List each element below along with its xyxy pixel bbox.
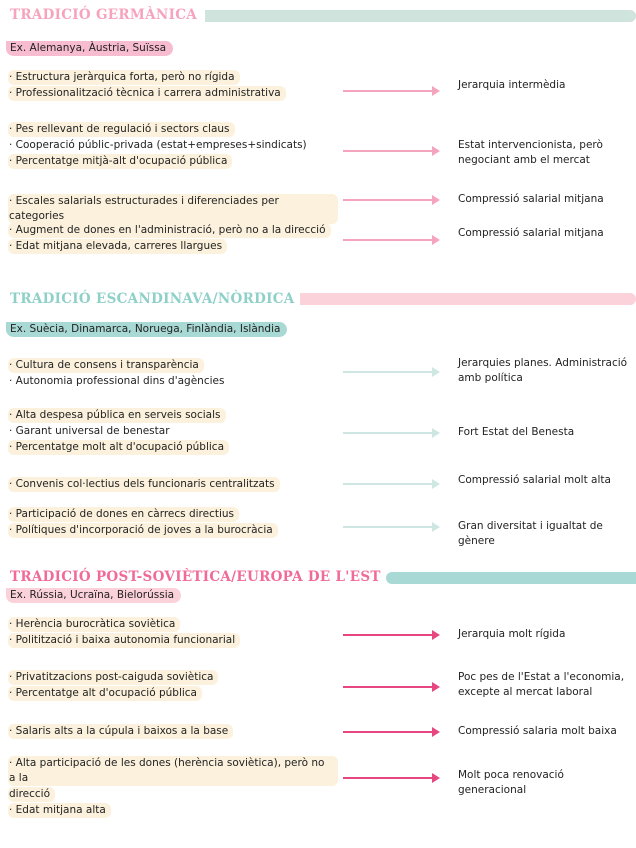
row-postsovietica-4: [8, 756, 338, 819]
example-countries-postsovietica: Ex. Rússia, Ucraïna, Bielorússia: [6, 588, 181, 603]
list-item: · Convenis col·lectius dels funcionaris centralitzats: [8, 477, 280, 492]
result-germanica-2: Estat intervencionista, però negociant amb el mercat: [458, 139, 603, 166]
result-germanica-4: Compressió salarial mitjana: [458, 227, 604, 239]
list-item: · Cooperació públic-privada (estat+empreses+sindicats): [9, 139, 307, 151]
list-item: · Privatitzacions post-caiguda soviètica: [8, 670, 218, 685]
list-item: · Polítiques d'incorporació de joves a la burocràcia: [8, 523, 278, 538]
result-escandinava-3: Compressió salarial molt alta: [458, 474, 611, 486]
list-item: · Percentatge mitjà-alt d'ocupació pública: [8, 154, 232, 169]
row-escandinava-3: [8, 477, 338, 493]
list-item: · Estructura jeràrquica forta, però no rígida: [8, 70, 240, 85]
list-item: · Herència burocràtica soviètica: [8, 617, 180, 632]
list-item: · Edat mitjana elevada, carreres llargues: [8, 239, 227, 254]
list-item: · Augment de dones en l'administració, però no a la direcció: [8, 223, 331, 238]
list-item: · Participació de dones en càrrecs directius: [8, 507, 239, 522]
row-postsovietica-3: [8, 724, 338, 740]
list-item: direcció: [8, 787, 55, 802]
row-germanica-1: [8, 70, 338, 102]
arrow-escandinava-3: [343, 483, 437, 485]
arrow-postsovietica-3: [343, 731, 437, 733]
section-band-germanica: [205, 10, 636, 22]
row-postsovietica-1: [8, 617, 338, 649]
row-germanica-4: [8, 223, 338, 255]
list-item: · Cultura de consens i transparència: [8, 358, 204, 373]
list-item: · Percentatge alt d'ocupació pública: [8, 686, 202, 701]
result-postsovietica-2: Poc pes de l'Estat a l'economia, excepte al mercat laboral: [458, 671, 625, 698]
list-item: · Alta participació de les dones (herència soviètica), però no a la: [8, 756, 338, 786]
section-band-escandinava: [300, 293, 636, 305]
row-escandinava-2: [8, 408, 338, 456]
row-postsovietica-2: [8, 670, 338, 702]
arrow-escandinava-2: [343, 432, 437, 434]
arrow-germanica-4: [343, 239, 437, 241]
list-item: · Alta despesa pública en serveis socials: [8, 408, 226, 423]
example-countries-germanica: Ex. Alemanya, Àustria, Suïssa: [6, 41, 173, 56]
list-item: · Salaris alts a la cúpula i baixos a la base: [8, 724, 233, 739]
result-escandinava-2: Fort Estat del Benesta: [458, 426, 575, 438]
arrow-germanica-1: [343, 90, 437, 92]
list-item: · Garant universal de benestar: [9, 425, 170, 437]
list-item: · Autonomia professional dins d'agències: [9, 375, 225, 387]
result-escandinava-4: Gran diversitat i igualtat de gènere: [458, 520, 603, 547]
row-escandinava-4: [8, 507, 338, 539]
result-postsovietica-4: Molt poca renovació generacional: [458, 769, 564, 796]
result-escandinava-1: Jerarquies planes. Administració amb política: [458, 357, 628, 384]
list-item: · Edat mitjana alta: [8, 803, 111, 818]
section-band-postsovietica: [386, 572, 636, 584]
arrow-postsovietica-2: [343, 686, 437, 688]
arrow-postsovietica-1: [343, 634, 437, 636]
row-germanica-3: [8, 194, 338, 225]
arrow-germanica-2: [343, 150, 437, 152]
result-postsovietica-1: Jerarquia molt rígida: [458, 628, 566, 640]
arrow-germanica-3: [343, 199, 437, 201]
result-germanica-1: Jerarquia intermèdia: [458, 79, 566, 91]
result-germanica-3: Compressió salarial mitjana: [458, 193, 604, 205]
arrow-postsovietica-4: [343, 777, 437, 779]
section-title-postsovietica: TRADICIÓ POST-SOVIÈTICA/EUROPA DE L'EST: [10, 569, 381, 585]
result-postsovietica-3: Compressió salaria molt baixa: [458, 725, 617, 737]
section-title-escandinava: TRADICIÓ ESCANDINAVA/NÒRDICA: [10, 291, 295, 307]
section-title-germanica: TRADICIÓ GERMÀNICA: [10, 7, 198, 23]
list-item: · Professionalització tècnica i carrera administrativa: [8, 86, 286, 101]
arrow-escandinava-4: [343, 526, 437, 528]
list-item: · Percentatge molt alt d'ocupació pública: [8, 440, 229, 455]
list-item: · Pes rellevant de regulació i sectors claus: [8, 122, 235, 137]
arrow-escandinava-1: [343, 371, 437, 373]
list-item: · Escales salarials estructurades i diferenciades per categories: [8, 194, 338, 224]
row-escandinava-1: [8, 358, 338, 390]
example-countries-escandinava: Ex. Suècia, Dinamarca, Noruega, Finlàndia, Islàndia: [6, 322, 287, 337]
row-germanica-2: [8, 122, 338, 170]
list-item: · Politització i baixa autonomia funcionarial: [8, 633, 240, 648]
